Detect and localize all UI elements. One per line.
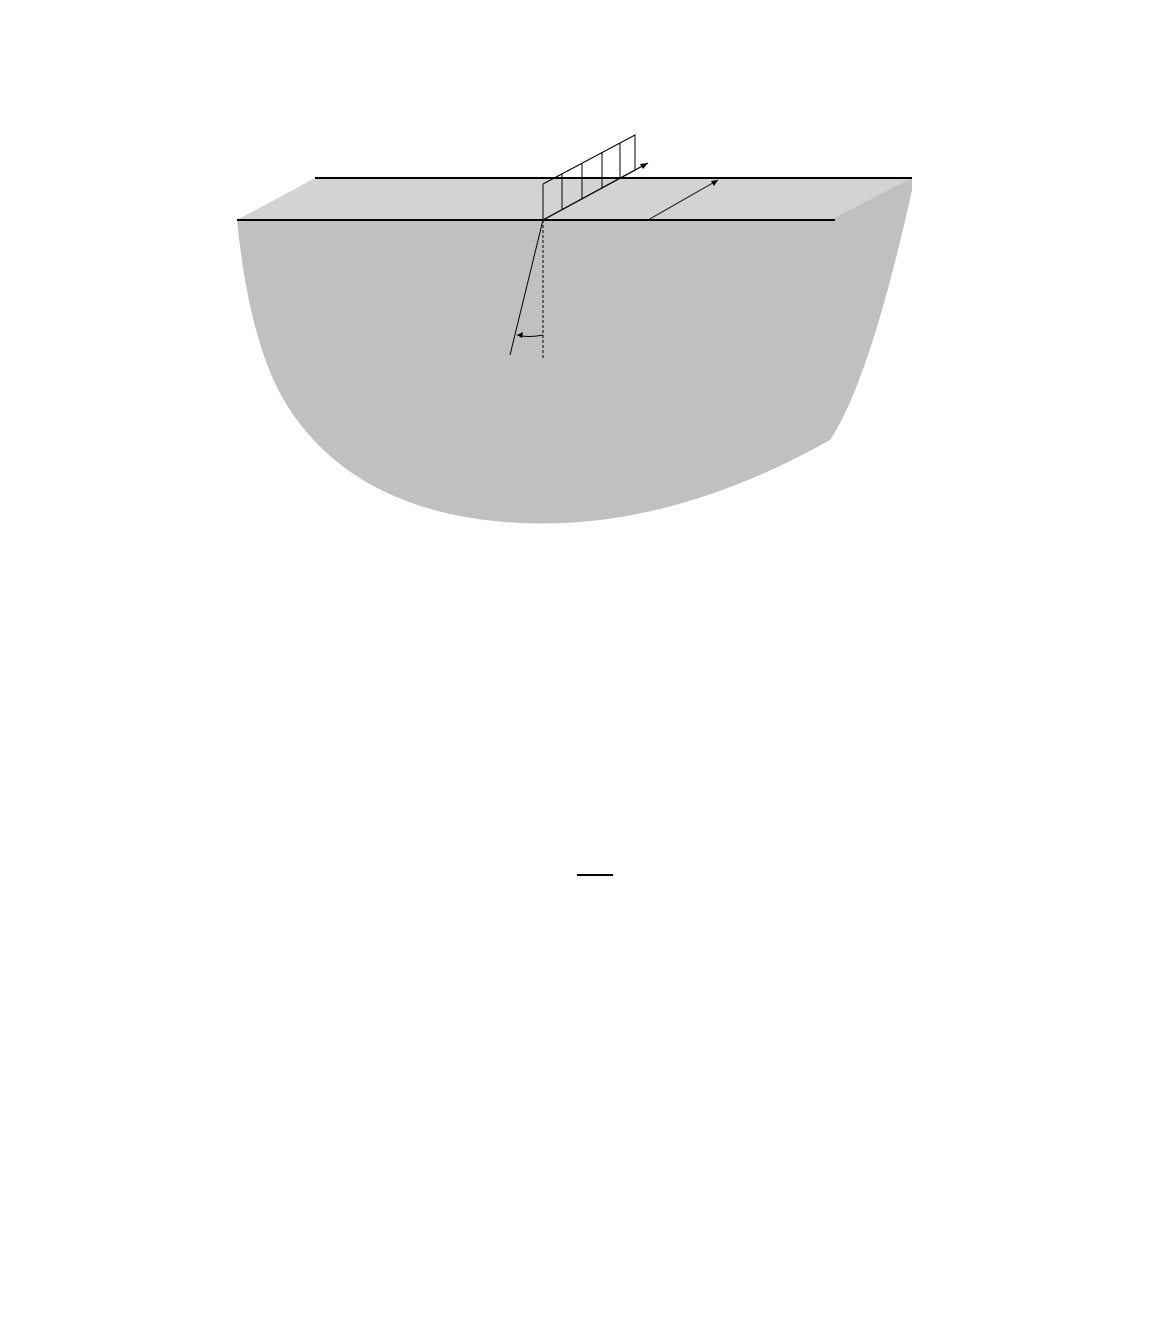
figure-semi-infinite-solid <box>230 130 920 535</box>
solid-top-surface <box>237 178 912 220</box>
eq1-fraction-bar <box>577 874 613 876</box>
solid-body <box>237 178 912 524</box>
x3-arrow-head <box>640 163 648 169</box>
